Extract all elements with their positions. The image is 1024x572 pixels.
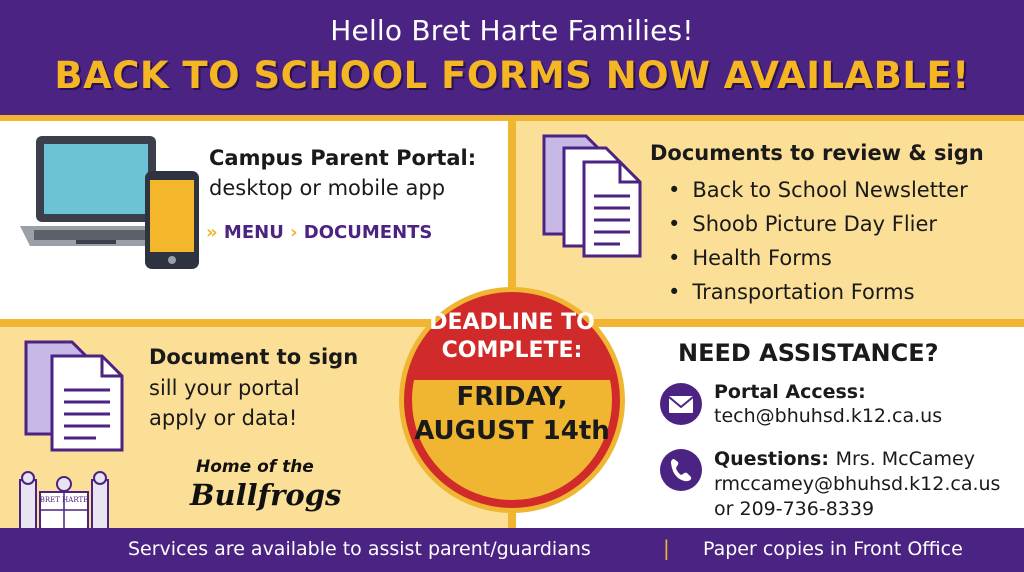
bullfrogs-logo-text: Bullfrogs [190, 478, 342, 512]
footer-paper-copies-text: Paper copies in Front Office [703, 538, 963, 560]
headline-text: BACK TO SCHOOL FORMS NOW AVAILABLE! [54, 54, 970, 97]
chevron-right-icon: › [290, 222, 298, 243]
portal-title: Campus Parent Portal: [209, 146, 477, 170]
review-list [668, 175, 968, 311]
sign-title: Document to sign [149, 345, 359, 369]
sign-line-1: sill your portal [149, 376, 300, 400]
greeting-text: Hello Bret Harte Families! [330, 14, 694, 47]
questions-name: Mrs. McCamey [835, 448, 975, 470]
questions-label-text: Questions: [714, 448, 829, 470]
list-item: • Back to School Newsletter [668, 175, 968, 209]
list-item: • Health Forms [668, 243, 968, 277]
deadline-date-1: FRIDAY, [456, 382, 568, 412]
documents-label: DOCUMENTS [303, 222, 433, 243]
footer-services-text: Services are available to assist parent/guardians [128, 538, 591, 560]
questions-label [714, 448, 975, 470]
list-item: • Transportation Forms [668, 277, 968, 311]
mail-icon [660, 383, 702, 425]
deadline-date-2: AUGUST 14th [414, 416, 610, 446]
questions-email: rmccamey@bhuhsd.k12.ca.us [714, 473, 1001, 495]
menu-path [206, 222, 432, 243]
deadline-line-2: COMPLETE: [441, 338, 583, 363]
header-banner [0, 0, 1024, 118]
document-icon [22, 338, 126, 454]
footer-banner [0, 528, 1024, 572]
sign-line-2: apply or data! [149, 406, 298, 430]
questions-phone: or 209-736-8339 [714, 498, 875, 520]
documents-stack-icon [540, 134, 644, 258]
phone-device-icon [144, 170, 200, 270]
double-chevron-icon: » [206, 222, 218, 243]
deadline-line-1: DEADLINE TO [429, 310, 595, 335]
menu-label: MENU [223, 222, 284, 243]
phone-icon [660, 449, 702, 491]
portal-access-label: Portal Access: [714, 381, 866, 403]
portal-access-email: tech@bhuhsd.k12.ca.us [714, 405, 943, 427]
crest-top-text: BRET HARTE [39, 496, 89, 504]
list-item: • Shoob Picture Day Flier [668, 209, 968, 243]
footer-separator: | [663, 536, 670, 560]
portal-subtitle: desktop or mobile app [209, 176, 446, 200]
home-of-text: Home of the [196, 457, 314, 477]
review-title: Documents to review & sign [650, 141, 984, 165]
assistance-title: NEED ASSISTANCE? [678, 339, 939, 367]
